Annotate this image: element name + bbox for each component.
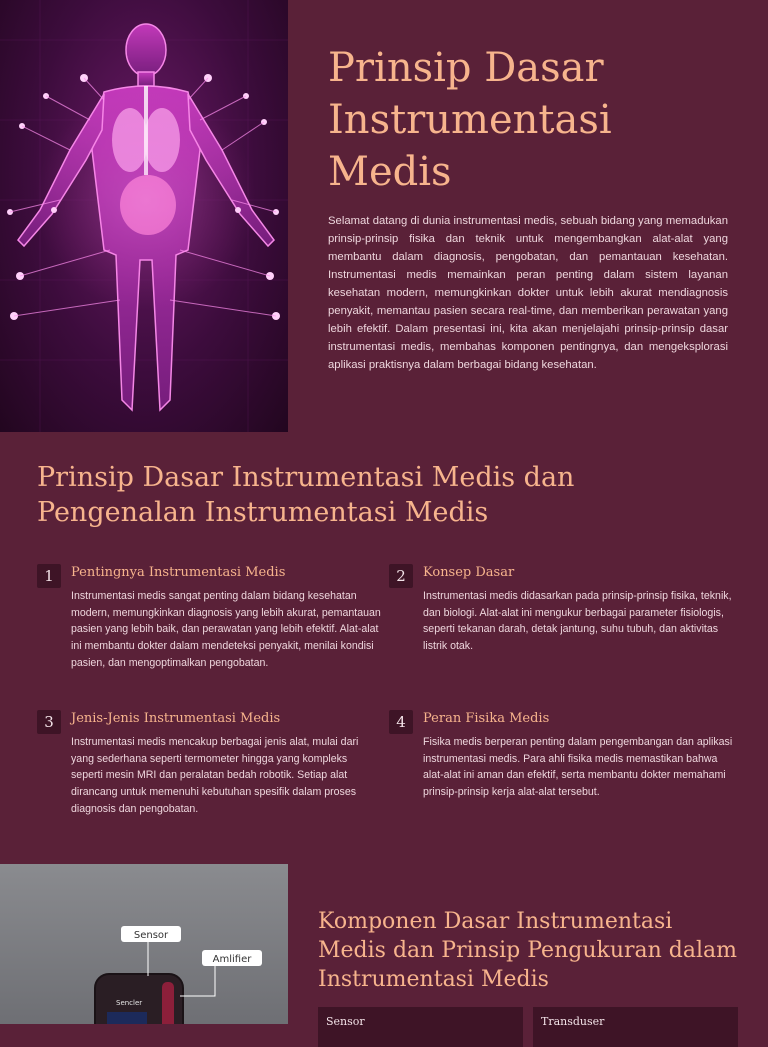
device-brand-label: Sencler — [116, 999, 143, 1007]
item-number-badge: 4 — [389, 710, 413, 734]
card-label: Sensor — [326, 1015, 365, 1028]
body-figure-graphic — [0, 0, 288, 432]
item-text: Instrumentasi medis mencakup berbagai jenis alat, mulai dari yang sederhana seperti termometer hingga yang kompleks seperti mesin MRI dan peralatan bedah robotik. Setiap alat dirancang untuk memenuhi kebutuhan spesifik dalam proses diagnosis dan pengobatan. — [71, 736, 359, 815]
svg-text:Sensor: Sensor — [133, 930, 169, 941]
item-text: Instrumentasi medis didasarkan pada prinsip-prinsip fisika, teknik, dan biologi. Alat-alat ini mengukur berbagai parameter fisiologis, seperti tekanan darah, detak jantung, suhu tubuh, dan aktivitas listrik otak. — [423, 590, 732, 653]
item-title: Peran Fisika Medis — [423, 711, 550, 726]
page-title: Prinsip Dasar Instrumentasi Medis — [328, 45, 612, 195]
section-title: Prinsip Dasar Instrumentasi Medis dan Pengenalan Instrumentasi Medis — [37, 462, 575, 528]
item-number-badge: 2 — [389, 564, 413, 588]
item-title: Pentingnya Instrumentasi Medis — [71, 565, 286, 580]
component-card-transducer — [533, 1007, 738, 1047]
device-diagram-graphic — [0, 864, 288, 1024]
section-title: Komponen Dasar Instrumentasi Medis dan Prinsip Pengukuran dalam Instrumentasi Medis — [318, 909, 737, 992]
item-number-badge: 1 — [37, 564, 61, 588]
anatomy-illustration — [0, 0, 288, 432]
intro-paragraph: Selamat datang di dunia instrumentasi medis, sebuah bidang yang memadukan prinsip-prinsip fisika dan teknik untuk mengembangkan alat-alat yang membantu dalam diagnosis, pengobatan, dan pemantauan kesehatan. Instrumentasi medis memainkan peran penting dalam sistem layanan kesehatan modern, memungkinkan dokter untuk lebih akurat mendiagnosis penyakit, memantau pasien secara real-time, dan memberikan perawatan yang lebih efektif. Dalam presentasi ini, kita akan menjelajahi prinsip-prinsip dasar instrumentasi medis, membahas komponen pentingnya, dan mengeksplorasi aplikasi praktisnya dalam berbagai bidang kesehatan. — [328, 215, 728, 371]
components-section — [0, 864, 768, 1028]
item-text: Fisika medis berperan penting dalam pengembangan dan aplikasi instrumentasi medis. Para ahli fisika medis memastikan bahwa alat-alat ini aman dan efektif, serta membantu dokter memahami prinsip-prinsip kerja alat-alat tersebut. — [423, 736, 733, 799]
item-text: Instrumentasi medis sangat penting dalam bidang kesehatan modern, memungkinkan diagnosis yang lebih akurat, pemantauan pasien yang lebih baik, dan perawatan yang lebih efektif. Alat-alat ini membantu dokter dalam mendeteksi penyakit, menilai kondisi pasien, dan mengoptimalkan pengobatan. — [71, 590, 381, 669]
component-card-sensor — [318, 1007, 523, 1047]
item-title: Konsep Dasar — [423, 565, 515, 580]
item-title: Jenis-Jenis Instrumentasi Medis — [71, 711, 281, 726]
principles-section — [0, 432, 768, 864]
device-photo — [0, 864, 288, 1024]
hero-section — [0, 0, 768, 432]
card-label: Transduser — [541, 1015, 605, 1028]
svg-text:Amlifier: Amlifier — [212, 954, 252, 965]
item-number-badge: 3 — [37, 710, 61, 734]
